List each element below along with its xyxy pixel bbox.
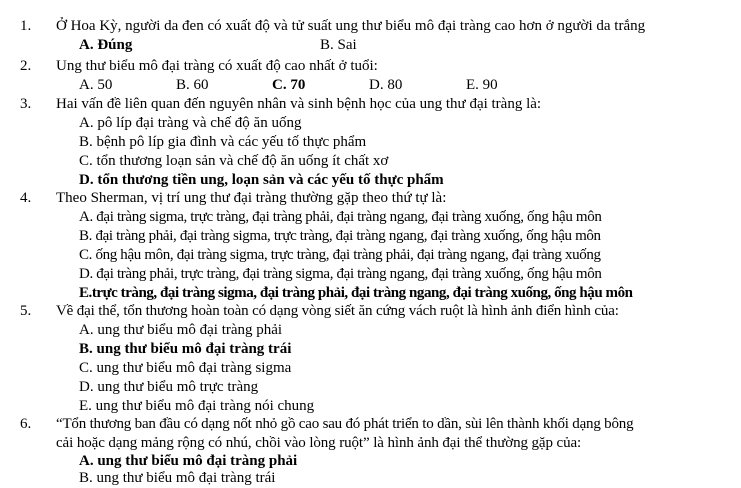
question-4 [20,189,447,208]
question-text: Về đại thể, tổn thương hoàn toàn có dạng vòng siết ăn cứng vách ruột là hình ảnh điển hình của: [56,303,619,319]
option-5b: B. ung thư biểu mô đại tràng trái [79,341,292,357]
option-5a: A. ung thư biểu mô đại tràng phải [79,322,283,338]
question-text: Ung thư biểu mô đại tràng có xuất độ cao nhất ở tuổi: [56,58,378,74]
option-5d: D. ung thư biểu mô trực tràng [79,379,259,395]
option-2c: C. 70 [272,77,306,93]
option-2b: B. 60 [176,77,209,93]
question-number: 2. [20,58,32,74]
option-5e: E. ung thư biểu mô đại tràng nói chung [79,398,315,414]
option-4e: E.trực tràng, đại tràng sigma, đại tràng phải, đại tràng ngang, đại tràng xuống, ống hậu môn [79,285,633,301]
question-number: 1. [20,18,32,34]
option-4d: D. đại tràng phải, trực tràng, đại tràng sigma, đại tràng ngang, đại tràng xuống, ống hậu môn [79,266,602,282]
option-3b: B. bệnh pô líp gia đình và các yếu tố thực phẩm [79,134,367,150]
question-text: Theo Sherman, vị trí ung thư đại tràng thường gặp theo thứ tự là: [56,190,447,206]
option-2d: D. 80 [369,77,403,93]
question-1 [20,17,646,36]
option-3c: C. tổn thương loạn sản và chế độ ăn uống ít chất xơ [79,153,389,169]
question-6 [20,415,634,434]
question-3 [20,95,542,114]
option-6b: B. ung thư biểu mô đại tràng trái [79,470,276,486]
question-5 [20,302,619,321]
option-1b: B. Sai [320,37,357,53]
option-4b: B. đại tràng phải, đại tràng sigma, trực tràng, đại tràng ngang, đại tràng xuống, ống hậu môn [79,228,601,244]
option-4a: A. đại tràng sigma, trực tràng, đại tràng phải, đại tràng ngang, đại tràng xuống, ống hậu môn [79,209,602,225]
option-2a: A. 50 [79,77,113,93]
option-5c: C. ung thư biểu mô đại tràng sigma [79,360,292,376]
question-text: “Tổn thương ban đầu có dạng nốt nhỏ gồ cao sau đó phát triển to dần, sùi lên thành khối dạng bông [56,416,634,432]
option-2e: E. 90 [466,77,498,93]
question-text: Ở Hoa Kỳ, người da đen có xuất độ và tử suất ung thư biểu mô đại tràng cao hơn ở người da trắng [56,18,646,34]
option-6a: A. ung thư biểu mô đại tràng phải [79,453,298,469]
question-text: Hai vấn đề liên quan đến nguyên nhân và sinh bệnh học của ung thư đại tràng là: [56,96,542,112]
option-3d: D. tổn thương tiền ung, loạn sản và các yếu tố thực phẩm [79,172,444,188]
question-number: 4. [20,190,32,206]
question-number: 5. [20,303,32,319]
question-number: 6. [20,416,32,432]
option-4c: C. ống hậu môn, đại tràng sigma, trực tràng, đại tràng phải, đại tràng ngang, đại tràng xuống [79,247,601,263]
question-6-continuation: cải hoặc dạng mảng rộng có nhú, chồi vào lòng ruột” là hình ảnh đại thể thường gặp của: [56,435,582,451]
question-number: 3. [20,96,32,112]
question-2 [20,57,378,76]
option-3a: A. pô líp đại tràng và chế độ ăn uống [79,115,302,131]
option-1a: A. Đúng [79,37,133,53]
